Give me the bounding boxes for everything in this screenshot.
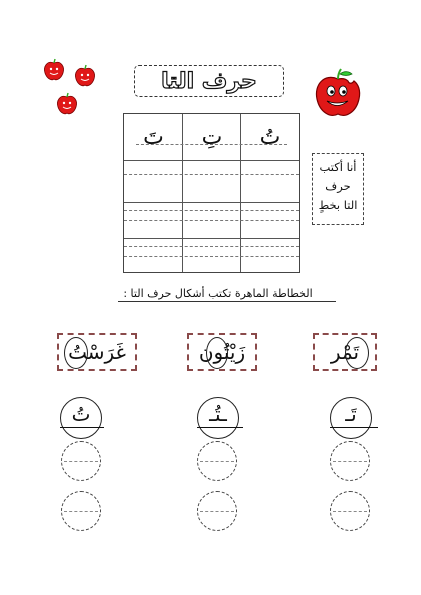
word-label: تَمْر <box>330 340 360 364</box>
word-label: غَرَسْتُ <box>68 340 126 364</box>
baseline <box>197 427 243 428</box>
guide-line <box>124 246 299 247</box>
practice-circle[interactable] <box>330 441 370 481</box>
grid-divider <box>182 114 183 272</box>
letter-highlight-ring <box>64 337 88 369</box>
side-note-line: أنا أكتب <box>319 160 357 174</box>
practice-circle[interactable] <box>197 441 237 481</box>
practice-circle[interactable] <box>61 491 101 531</box>
side-note-line: حرف <box>325 179 351 193</box>
letter-form: ـتُـ <box>209 402 227 426</box>
practice-circle[interactable] <box>330 491 370 531</box>
apple-icon <box>73 64 97 88</box>
letter-highlight-ring <box>345 337 369 369</box>
letter-form: تَـ <box>345 402 357 426</box>
side-note-box <box>312 153 364 225</box>
guide-line <box>124 174 299 175</box>
grid-header-cell: تِ <box>201 124 223 150</box>
grid-divider <box>124 160 299 161</box>
page-title-box <box>134 65 284 97</box>
caption-underline <box>118 301 336 302</box>
word-label: زَيْتُون <box>198 340 246 364</box>
side-note-line: التا بخطٍ <box>318 198 358 212</box>
guide-line <box>136 144 287 145</box>
letter-form-circle <box>330 397 372 439</box>
apple-icon <box>55 92 79 116</box>
baseline <box>330 427 378 428</box>
guide-line <box>124 238 299 239</box>
bitten-apple-icon <box>312 68 364 120</box>
writing-grid <box>123 113 300 273</box>
guide-line <box>124 202 299 203</box>
grid-header-cell: تَ <box>143 124 164 150</box>
guide-line <box>124 210 299 211</box>
apple-icon <box>42 58 66 82</box>
letter-form-circle <box>197 397 239 439</box>
grid-header-cell: تُ <box>259 124 281 150</box>
guide-line <box>124 256 299 257</box>
page-title: حرف التا <box>161 68 257 94</box>
letter-form: تُ <box>71 402 91 426</box>
practice-circle[interactable] <box>197 491 237 531</box>
letter-highlight-ring <box>206 337 228 369</box>
instruction-caption: الخطاطة الماهرة تكتب أشكال حرف التا : <box>123 287 313 300</box>
practice-circle[interactable] <box>61 441 101 481</box>
guide-line <box>124 220 299 221</box>
baseline <box>60 427 104 428</box>
grid-divider <box>240 114 241 272</box>
letter-form-circle <box>60 397 102 439</box>
